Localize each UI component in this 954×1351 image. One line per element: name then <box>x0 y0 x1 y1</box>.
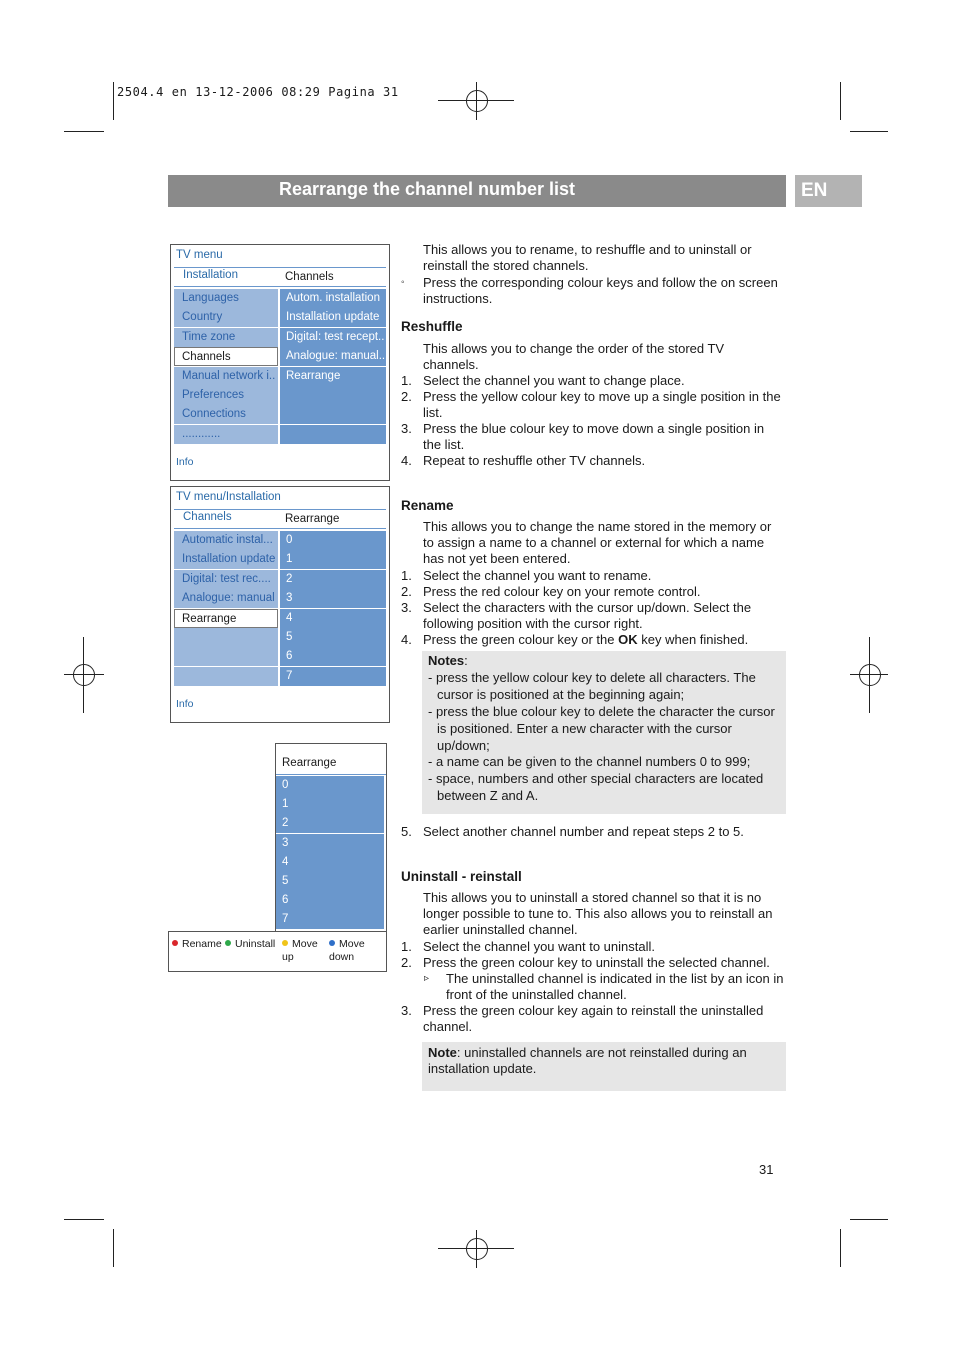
column-header-right: Rearrange <box>285 513 340 525</box>
menu1-right-item[interactable]: Digital: test recept.. <box>280 328 386 347</box>
reshuffle-step-4: Repeat to reshuffle other TV channels. <box>423 453 646 468</box>
menu1-left-item[interactable]: Country <box>174 308 278 327</box>
menu2-right-item[interactable]: 3 <box>280 589 386 608</box>
move-down-key[interactable]: Move down <box>329 938 365 963</box>
menu-title: TV menu <box>176 249 223 261</box>
notes-box: Notes: - press the yellow colour key to delete all characters. The cursor is positioned at the beginning again; - press the blue colour key to delete the character the cursor is positioned. Enter a new character with the cursor up/down; - a name can be given to the channel numbers 0 to 999; - space, numbers and other special characters are located between Z and A. <box>422 651 786 814</box>
notes-title: Notes <box>428 653 465 668</box>
menu2-left-item[interactable]: Installation update <box>174 550 278 569</box>
language-tab: EN <box>795 175 862 207</box>
menu2-right-item[interactable]: 7 <box>280 667 386 686</box>
column-header-right: Channels <box>285 271 334 283</box>
menu1-right-item[interactable]: Installation update <box>280 308 386 327</box>
note-item: - press the blue colour key to delete the character the cursor is positioned. Enter a new character with the cursor up/down; <box>428 704 775 753</box>
info-label: Info <box>176 698 194 710</box>
uninstall-intro: This allows you to uninstall a stored channel so that it is no longer possible to tune to. This also allows you to reinstall an earlier uninstalled channel. <box>423 890 773 938</box>
column-header-left: Installation <box>183 269 238 281</box>
menu2-right-item[interactable]: 0 <box>280 531 386 550</box>
note-box <box>422 1042 786 1091</box>
intro-bullet: Press the corresponding colour keys and follow the on screen instructions. <box>423 275 778 307</box>
menu1-right-item[interactable] <box>280 386 386 405</box>
menu1-right-item[interactable]: Analogue: manual.. <box>280 347 386 366</box>
rename-key[interactable]: Rename <box>172 938 222 950</box>
rename-heading: Rename <box>401 498 454 513</box>
menu2-right-item[interactable]: 6 <box>280 647 386 666</box>
red-key-icon <box>172 940 178 946</box>
menu1-left-item[interactable]: Preferences <box>174 386 278 405</box>
uninstall-key[interactable]: Uninstall <box>225 938 275 950</box>
note-text: : uninstalled channels are not reinstalled during an installation update. <box>428 1045 747 1077</box>
note-item: - space, numbers and other special characters are located between Z and A. <box>428 771 764 803</box>
menu2-right-item[interactable]: 1 <box>280 550 386 569</box>
menu1-left-item[interactable]: Connections <box>174 405 278 424</box>
uninstall-step-1: Select the channel you want to uninstall. <box>423 939 655 954</box>
uninstall-step-3: Press the green colour key again to reinstall the uninstalled channel. <box>423 1003 764 1035</box>
bullet-mark: ◦ <box>401 277 405 288</box>
tv-menu-installation-panel <box>170 486 390 723</box>
menu2-left-item[interactable]: Analogue: manual <box>174 589 278 608</box>
menu1-left-item[interactable]: ............ <box>174 425 278 444</box>
rename-step-2: Press the red colour key on your remote control. <box>423 584 701 599</box>
rearrange-channel-item[interactable]: 6 <box>276 891 384 910</box>
rename-step-1: Select the channel you want to rename. <box>423 568 652 583</box>
reshuffle-step-1: Select the channel you want to change place. <box>423 373 685 388</box>
rearrange-channel-item[interactable]: 4 <box>276 853 384 872</box>
rearrange-panel <box>275 743 387 933</box>
menu-title: TV menu/Installation <box>176 491 281 503</box>
rename-step-3: Select the characters with the cursor up/down. Select the following position with the cursor right. <box>423 600 752 632</box>
tv-menu-panel <box>170 244 390 481</box>
reshuffle-intro: This allows you to change the order of the stored TV channels. <box>423 341 725 373</box>
rearrange-title: Rearrange <box>282 757 337 769</box>
column-header-left: Channels <box>183 511 232 523</box>
rearrange-channel-item[interactable]: 7 <box>276 910 384 929</box>
move-up-key[interactable]: Move up <box>282 938 318 963</box>
menu1-left-item[interactable]: Channels <box>174 347 278 366</box>
menu1-left-item[interactable]: Manual network i.. <box>174 367 278 386</box>
page-title: Rearrange the channel number list <box>168 175 786 207</box>
uninstall-heading: Uninstall - reinstall <box>401 869 522 884</box>
menu2-right-item[interactable]: 5 <box>280 628 386 647</box>
note-title: Note <box>428 1045 457 1060</box>
menu1-left-item[interactable]: Languages <box>174 289 278 308</box>
rearrange-channel-item[interactable]: 0 <box>276 776 384 795</box>
note-item: - a name can be given to the channel numbers 0 to 999; <box>428 754 751 769</box>
menu2-right-item[interactable]: 2 <box>280 570 386 589</box>
intro-text: This allows you to rename, to reshuffle and to uninstall or reinstall the stored channels. <box>423 242 752 274</box>
info-label: Info <box>176 456 194 468</box>
page-number: 31 <box>759 1162 774 1177</box>
green-key-icon <box>225 940 231 946</box>
menu1-right-item[interactable] <box>280 425 386 444</box>
menu1-right-item[interactable]: Rearrange <box>280 367 386 386</box>
yellow-key-icon <box>282 940 288 946</box>
rearrange-channel-item[interactable]: 1 <box>276 795 384 814</box>
uninstall-sub-note: The uninstalled channel is indicated in the list by an icon in front of the uninstalled channel. <box>446 971 784 1003</box>
rename-step-5: Select another channel number and repeat steps 2 to 5. <box>423 824 744 839</box>
print-header: 2504.4 en 13-12-2006 08:29 Pagina 31 <box>117 85 399 99</box>
note-item: - press the yellow colour key to delete all characters. The cursor is positioned at the beginning again; <box>428 670 756 702</box>
menu2-right-item[interactable]: 4 <box>280 609 386 628</box>
rename-step-4: Press the green colour key or the OK key when finished. <box>423 632 749 647</box>
rearrange-channel-item[interactable]: 5 <box>276 872 384 891</box>
menu1-right-item[interactable]: Autom. installation <box>280 289 386 308</box>
rearrange-channel-item[interactable]: 2 <box>276 814 384 833</box>
rearrange-channel-item[interactable]: 3 <box>276 834 384 853</box>
uninstall-step-2: Press the green colour key to uninstall the selected channel. <box>423 955 770 970</box>
menu1-left-item[interactable]: Time zone <box>174 328 278 347</box>
arrow-icon: ▹ <box>424 973 430 984</box>
menu2-left-item[interactable] <box>174 628 278 647</box>
menu2-left-item[interactable] <box>174 667 278 686</box>
colour-key-bar <box>168 931 387 972</box>
menu1-right-item[interactable] <box>280 405 386 424</box>
blue-key-icon <box>329 940 335 946</box>
reshuffle-step-2: Press the yellow colour key to move up a single position in the list. <box>423 389 781 421</box>
menu2-left-item[interactable]: Digital: test rec.... <box>174 570 278 589</box>
menu2-left-item[interactable]: Automatic instal... <box>174 531 278 550</box>
reshuffle-heading: Reshuffle <box>401 319 463 334</box>
menu2-left-item[interactable]: Rearrange <box>174 609 278 628</box>
reshuffle-step-3: Press the blue colour key to move down a single position in the list. <box>423 421 765 453</box>
rename-intro: This allows you to change the name stored in the memory or to assign a name to a channel or external for which a name has not yet been entered. <box>423 519 772 567</box>
menu2-left-item[interactable] <box>174 647 278 666</box>
